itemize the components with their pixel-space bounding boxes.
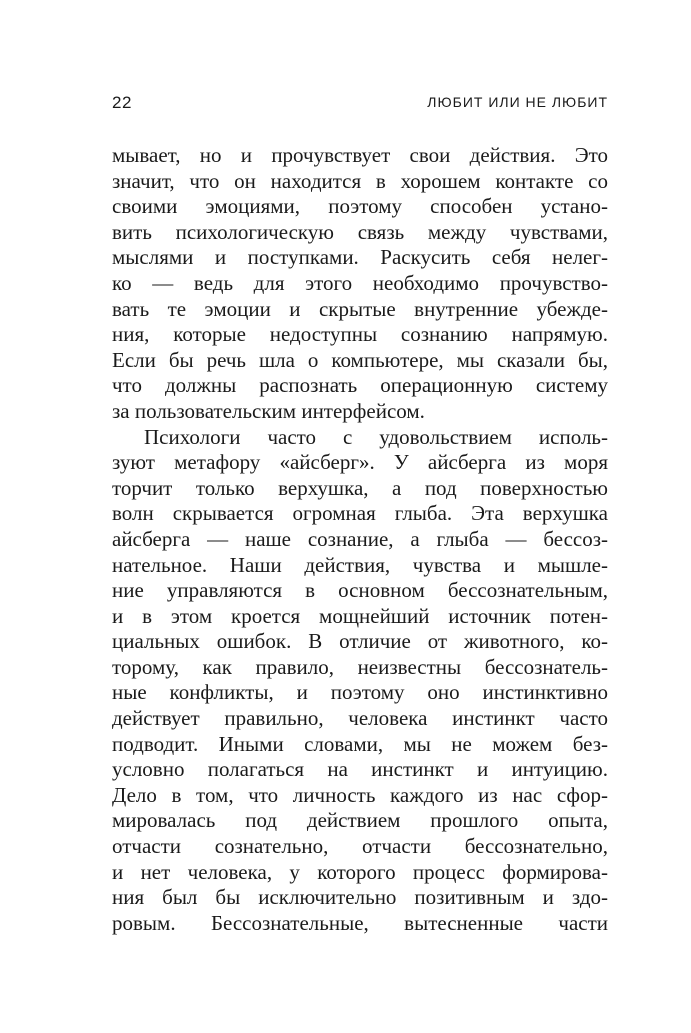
page-number: 22 xyxy=(112,93,132,112)
text-line: условно полагаться на инстинкт и интуицию. xyxy=(112,757,608,782)
text-line: айсберга — наше сознание, а глыба — бессоз- xyxy=(112,526,608,551)
text-line: торчит только верхушка, а под поверхностью xyxy=(112,475,608,500)
text-line: Если бы речь шла о компьютере, мы сказали бы, xyxy=(112,347,608,372)
text-line: что должны распознать операционную систему xyxy=(112,373,608,398)
text-line: ние управляются в основном бессознательным, xyxy=(112,578,608,603)
text-line: ния был бы исключительно позитивным и здо- xyxy=(112,885,608,910)
running-title: ЛЮБИТ ИЛИ НЕ ЛЮБИТ xyxy=(427,94,608,110)
page-header xyxy=(112,93,608,117)
text-line: и в этом кроется мощнейший источник потен- xyxy=(112,603,608,628)
text-line: значит, что он находится в хорошем контакте со xyxy=(112,168,608,193)
text-line: подводит. Иными словами, мы не можем без- xyxy=(112,731,608,756)
body-text xyxy=(112,143,608,936)
text-line: торому, как правило, неизвестны бессознатель- xyxy=(112,654,608,679)
text-line: Дело в том, что личность каждого из нас сфор- xyxy=(112,782,608,807)
text-line: и нет человека, у которого процесс формирова- xyxy=(112,859,608,884)
paragraph xyxy=(112,143,608,425)
text-line: ровым. Бессознательные, вытесненные части xyxy=(112,910,608,935)
text-line: вать те эмоции и скрытые внутренние убежде- xyxy=(112,296,608,321)
text-line: действует правильно, человека инстинкт часто xyxy=(112,706,608,731)
text-line: своими эмоциями, поэтому способен устано- xyxy=(112,194,608,219)
text-line: зуют метафору «айсберг». У айсберга из моря xyxy=(112,450,608,475)
text-line: нательное. Наши действия, чувства и мышле- xyxy=(112,552,608,577)
text-line: циальных ошибок. В отличие от животного, ко- xyxy=(112,629,608,654)
text-line: ко — ведь для этого необходимо прочувство- xyxy=(112,270,608,295)
text-line: вить психологическую связь между чувствами, xyxy=(112,219,608,244)
text-line: мыслями и поступками. Раскусить себя нелег- xyxy=(112,245,608,270)
text-line: волн скрывается огромная глыба. Эта верхушка xyxy=(112,501,608,526)
text-line: мывает, но и прочувствует свои действия. Это xyxy=(112,143,608,167)
text-line: ные конфликты, и поэтому оно инстинктивно xyxy=(112,680,608,705)
text-line: Психологи часто с удовольствием исполь- xyxy=(144,424,608,449)
text-line: мировалась под действием прошлого опыта, xyxy=(112,808,608,833)
paragraph xyxy=(112,425,608,937)
text-line: отчасти сознательно, отчасти бессознательно, xyxy=(112,834,608,859)
text-line: ния, которые недоступны сознанию напрямую. xyxy=(112,322,608,347)
text-line: за пользовательским интерфейсом. xyxy=(112,398,425,423)
